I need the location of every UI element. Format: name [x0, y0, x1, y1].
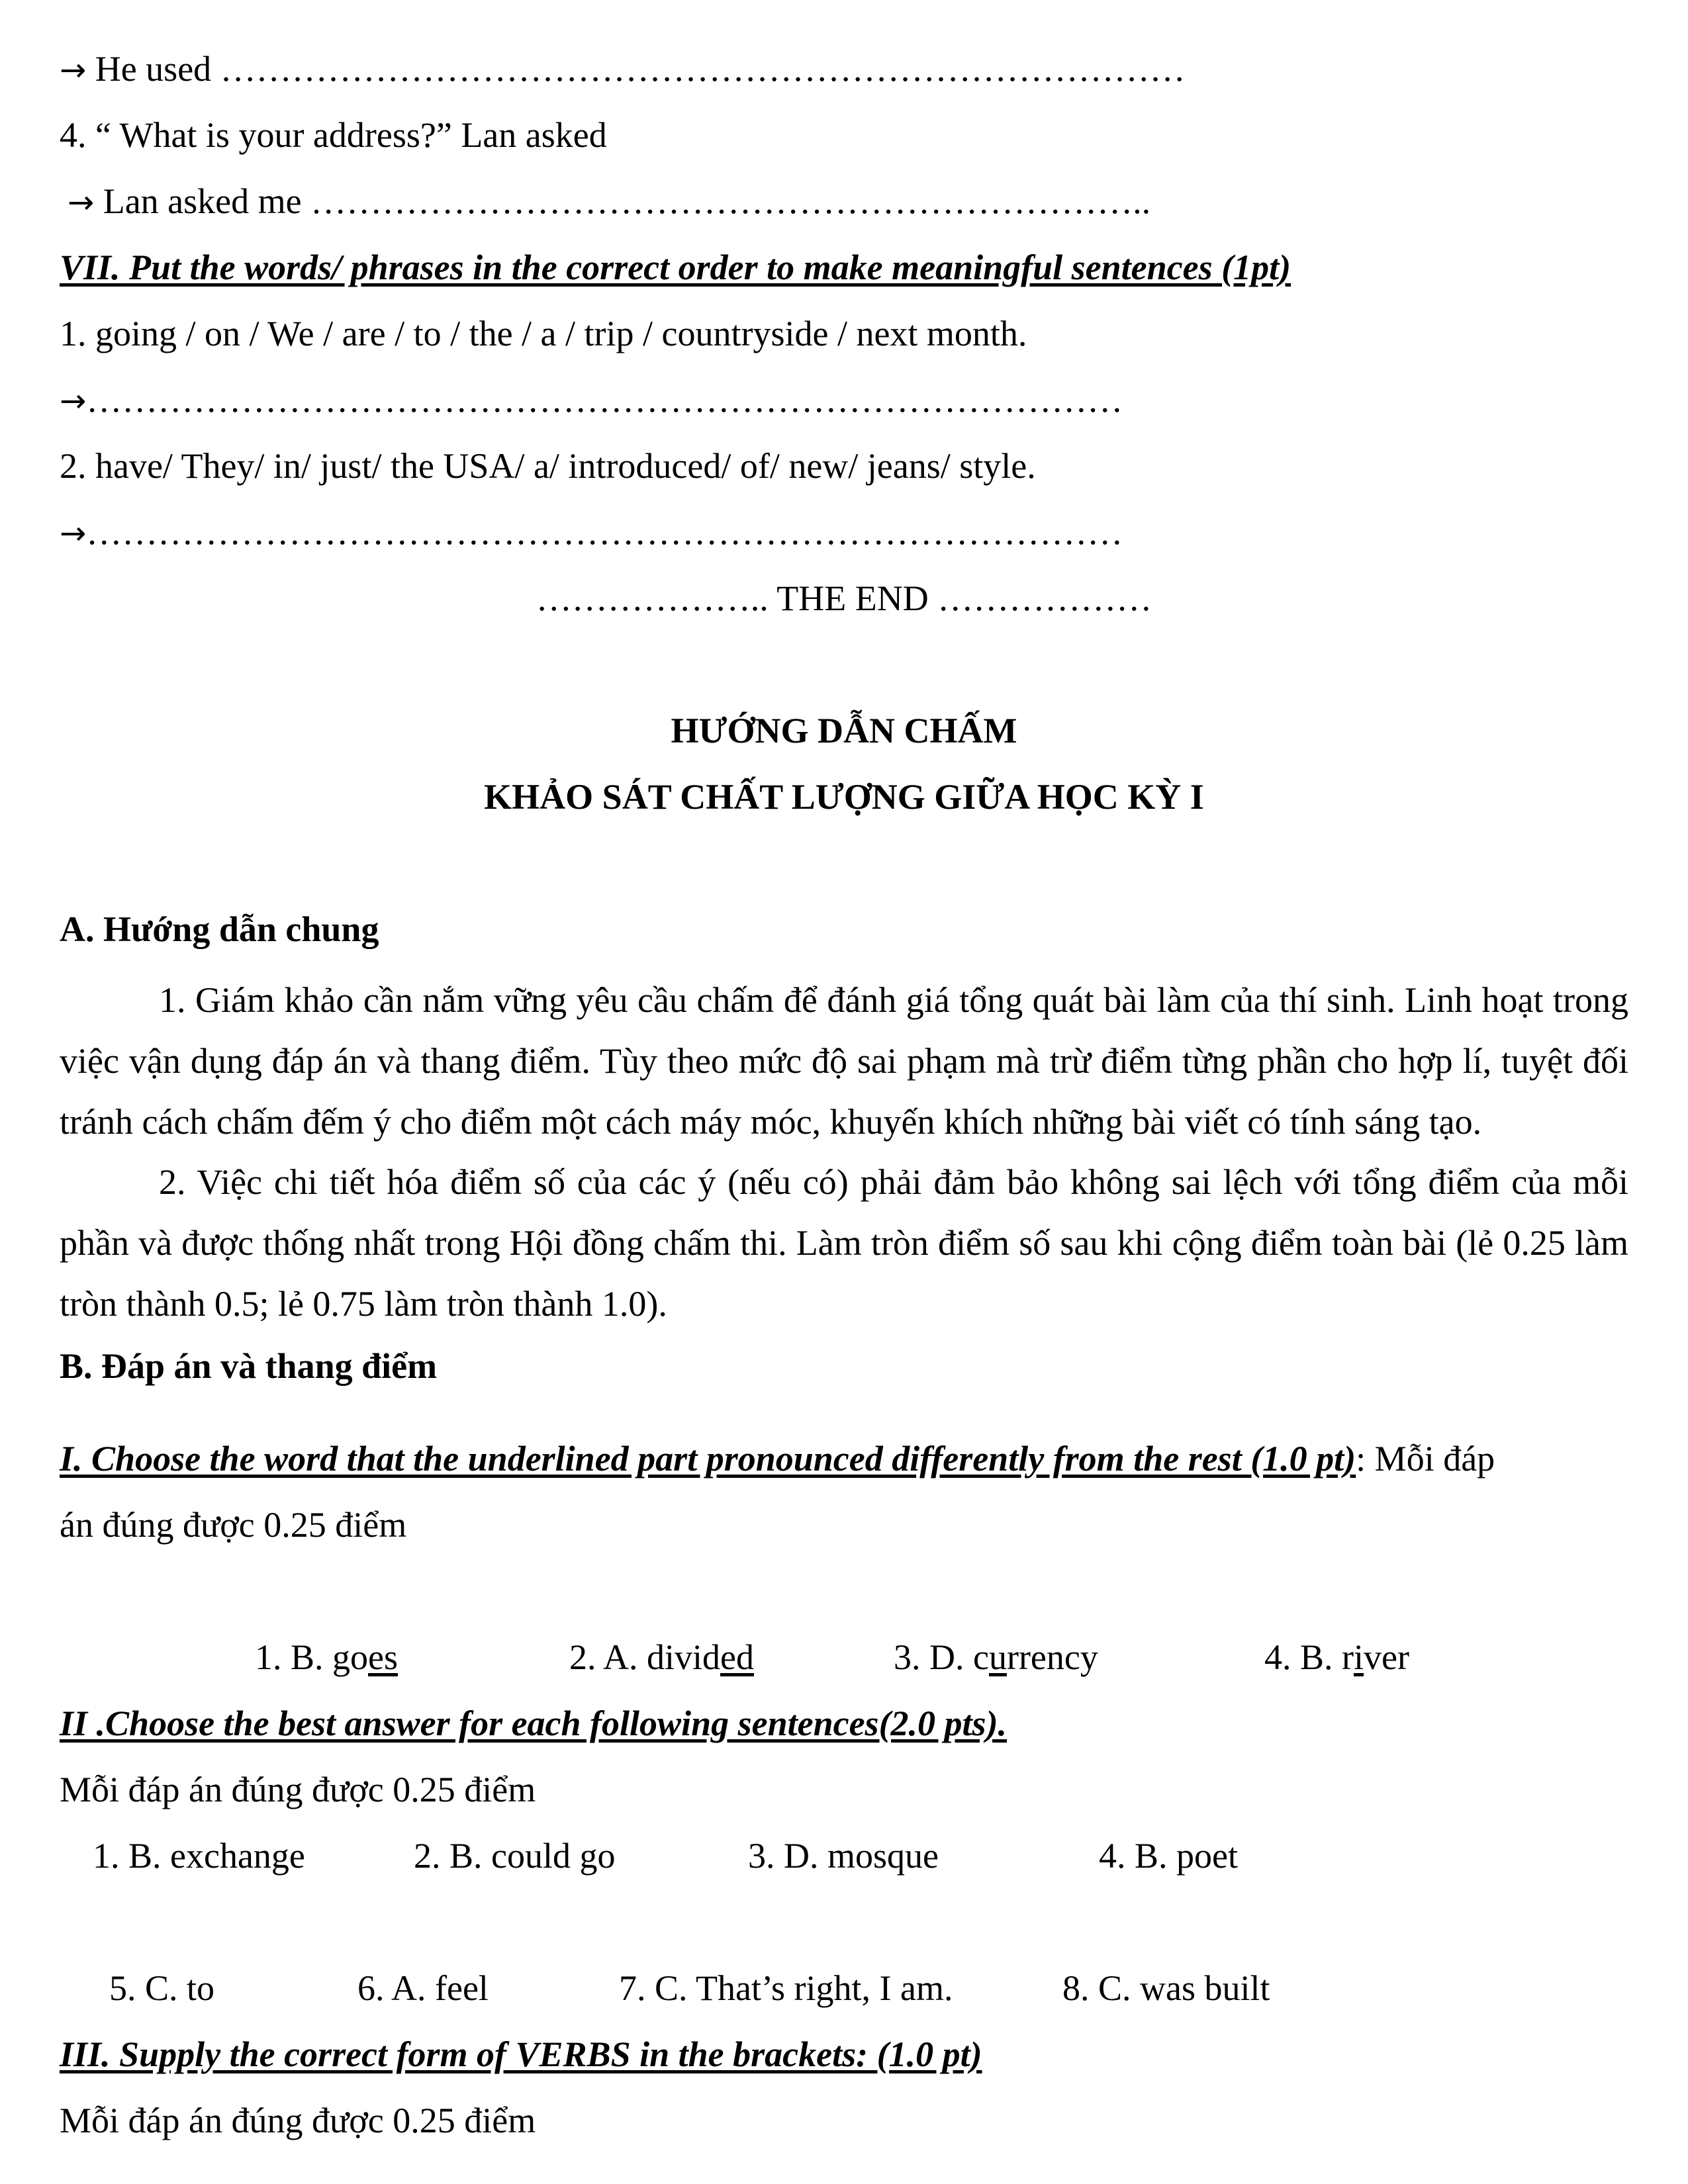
answer-2-2: 2. B. could go — [414, 1836, 616, 1876]
section-7-item-1: 1. going / on / We / are / to / the / a / trip / countryside / next month. — [60, 314, 1027, 353]
arrow-icon: → — [68, 184, 95, 221]
answers-1-note-continued: án đúng được 0.25 điểm — [60, 1505, 407, 1545]
arrow-icon: → — [60, 515, 87, 552]
answer-1-3: 3. D. currency — [894, 1637, 1098, 1677]
line-he-used: → He used ……………………………………………………………………… — [60, 49, 1186, 89]
answer-2-7: 7. C. That’s right, I am. — [619, 1968, 953, 2008]
guide-title-2: KHẢO SÁT CHẤT LƯỢNG GIỮA HỌC KỲ I — [484, 777, 1204, 817]
guide-title-1: HƯỚNG DẪN CHẤM — [671, 711, 1017, 751]
answers-1-heading: I. Choose the word that the underlined part pronounced differently from the rest (1.0 pt) — [60, 1439, 1356, 1479]
arrow-icon: → — [60, 52, 87, 89]
answer-2-8: 8. C. was built — [1062, 1968, 1270, 2008]
answer-2-3: 3. D. mosque — [748, 1836, 939, 1876]
answer-1-2: 2. A. divided — [569, 1637, 754, 1677]
answers-3-note: Mỗi đáp án đúng được 0.25 điểm — [60, 2101, 536, 2140]
part-b-heading: B. Đáp án và thang điểm — [60, 1346, 438, 1386]
answer-1-1: 1. B. goes — [255, 1637, 399, 1677]
question-4-prompt: 4. “ What is your address?” Lan asked — [60, 115, 607, 155]
guide-paragraph-2: 2. Việc chi tiết hóa điểm số của các ý (nếu có) phải đảm bảo không sai lệch với tổng điểm của mỗi phần và được thống nhất trong Hội đồng chấm thi. Làm tròn điểm số sau khi cộng điểm toàn bài (lẻ 0.25 làm tròn thành 0.5; lẻ 0.75 làm tròn thành 1.0). — [60, 1162, 1628, 1324]
answer-2-6: 6. A. feel — [357, 1968, 489, 2008]
answers-3-heading: III. Supply the correct form of VERBS in the brackets: (1.0 pt) — [60, 2034, 982, 2074]
section-7-item-1-answer: →…………………………………………………………………………… — [60, 380, 1123, 420]
answer-2-1: 1. B. exchange — [93, 1836, 305, 1876]
answer-2-5: 5. C. to — [109, 1968, 215, 2008]
arrow-icon: → — [60, 383, 87, 420]
part-a-heading: A. Hướng dẫn chung — [60, 909, 379, 949]
line-lan-asked: → Lan asked me …………………………………………………………….. — [68, 181, 1151, 221]
section-7-heading: VII. Put the words/ phrases in the correct order to make meaningful sentences (1pt) — [60, 248, 1291, 287]
answers-2-note: Mỗi đáp án đúng được 0.25 điểm — [60, 1770, 536, 1809]
answer-1-4: 4. B. river — [1264, 1637, 1409, 1677]
answer-2-4: 4. B. poet — [1099, 1836, 1238, 1876]
answers-1-heading-line — [60, 1437, 1495, 1480]
guide-paragraph-1: 1. Giám khảo cần nắm vững yêu cầu chấm để đánh giá tổng quát bài làm của thí sinh. Linh hoạt trong việc vận dụng đáp án và thang điểm. Tùy theo mức độ sai phạm mà trừ điểm từng phần cho hợp lí, tuyệt đối tránh cách chấm đếm ý cho điểm một cách máy móc, khuyến khích những bài viết có tính sáng tạo. — [60, 980, 1628, 1142]
answers-2-heading: II .Choose the best answer for each following sentences(2.0 pts). — [60, 1704, 1008, 1743]
section-7-item-2: 2. have/ They/ in/ just/ the USA/ a/ introduced/ of/ new/ jeans/ style. — [60, 446, 1036, 486]
answers-1-note: : Mỗi đáp — [1356, 1439, 1495, 1479]
the-end: ……………….. THE END ……………… — [536, 578, 1152, 618]
section-7-item-2-answer: →…………………………………………………………………………… — [60, 512, 1123, 552]
